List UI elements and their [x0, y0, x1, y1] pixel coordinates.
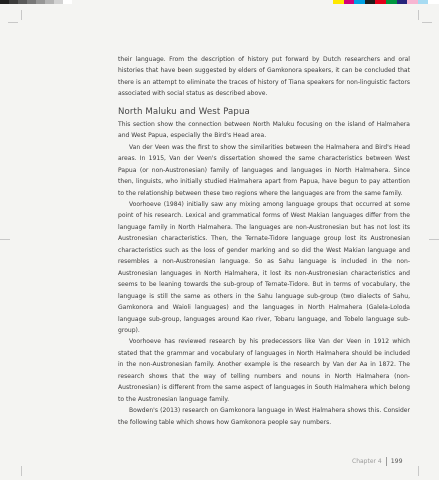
- crop-mark: [418, 466, 419, 476]
- crop-mark: [422, 22, 432, 23]
- color-swatch: [27, 0, 36, 4]
- section-heading: North Maluku and West Papua: [118, 106, 250, 117]
- color-swatch: [365, 0, 376, 4]
- printer-grayscale-bar: [0, 0, 72, 4]
- paragraph: their language. From the description of history put forward by Dutch researchers and oral histories that have been suggested by elders of Gamkonora speakers, it can be concluded that there is an attempt to eliminate the traces of history of Tiana speakers for non-linguistic factors associated with social status as described above.: [118, 56, 410, 98]
- color-swatch: [54, 0, 63, 4]
- color-swatch: [407, 0, 418, 4]
- crop-mark: [21, 10, 22, 20]
- footer-divider: [386, 457, 387, 466]
- page-number: 199: [390, 458, 403, 465]
- color-swatch: [386, 0, 397, 4]
- color-swatch: [0, 0, 9, 4]
- paragraph: Voorhoeve has reviewed research by his predecessors like Van der Veen in 1912 which stated that the grammar and vocabulary of languages in North Halmahera should be included in the non-Austronesian family. Another example is the research by Van der Aa in 1872. The research shows that the way of telling numbers and nouns in North Halmahera (non-Austronesian) is different from the same aspect of languages in South Halmahera which belong to the Austronesian language family.: [118, 338, 410, 403]
- color-swatch: [63, 0, 72, 4]
- color-swatch: [428, 0, 439, 4]
- printer-color-bar: [333, 0, 439, 4]
- color-swatch: [397, 0, 408, 4]
- color-swatch: [18, 0, 27, 4]
- paragraph: Bowden's (2013) research on Gamkonora language in West Halmahera shows this. Consider the following table which shows how Gamkonora people say numbers.: [118, 407, 410, 426]
- color-swatch: [333, 0, 344, 4]
- body-text: [118, 54, 410, 428]
- color-swatch: [45, 0, 54, 4]
- crop-mark: [21, 466, 22, 476]
- registration-mark: [0, 239, 10, 240]
- color-swatch: [375, 0, 386, 4]
- page-footer: [352, 457, 403, 466]
- crop-mark: [8, 22, 18, 23]
- color-swatch: [354, 0, 365, 4]
- chapter-label: Chapter 4: [352, 458, 382, 465]
- color-swatch: [36, 0, 45, 4]
- paragraph: Voorhoeve (1984) initially saw any mixing among language groups that occurred at some point of his research. Lexical and grammatical forms of West Makian languages differ from the language family in North Halmahera. The languages are non-Austronesian but has not lost its Austronesian characteristics. Then, the Ternate-Tidore language group lost its Austronesian characteristics such as the loss of gender marking and so did the West Makian language and resembles a non-Austronesian language. So as Sahu language is included in the non-Austronesian languages in North Halmahera, it lost its non-Austronesian characteristics and seems to be leaning towards the sub-group of Ternate-Tidore. But in terms of vocabulary, the language is still the same as others in the Sahu language sub-group (two dialects of Sahu, Gamkonora and Waioli languages) and the languages in North Halmahera (Galela-Loloda language sub-group, languages around Kao river, Tobaru language, and Tobelo language sub-group).: [118, 200, 410, 334]
- color-swatch: [344, 0, 355, 4]
- color-swatch: [9, 0, 18, 4]
- paragraph: Van der Veen was the first to show the similarities between the Halmahera and Bird's Head areas. In 1915, Van der Veen's dissertation showed the same characteristics between West Papua (or non-Austronesian) family of languages and languages in North Halmahera. Since then, linguists, who initially studied Halmahera apart from Papua, have begun to pay attention to the relationship between these two regions where the languages are from the same family.: [118, 143, 410, 197]
- crop-mark: [418, 10, 419, 20]
- paragraph: This section show the connection between North Maluku focusing on the island of Halmahera and West Papua, especially the Bird's Head area.: [118, 120, 410, 140]
- registration-mark: [429, 239, 439, 240]
- color-swatch: [418, 0, 429, 4]
